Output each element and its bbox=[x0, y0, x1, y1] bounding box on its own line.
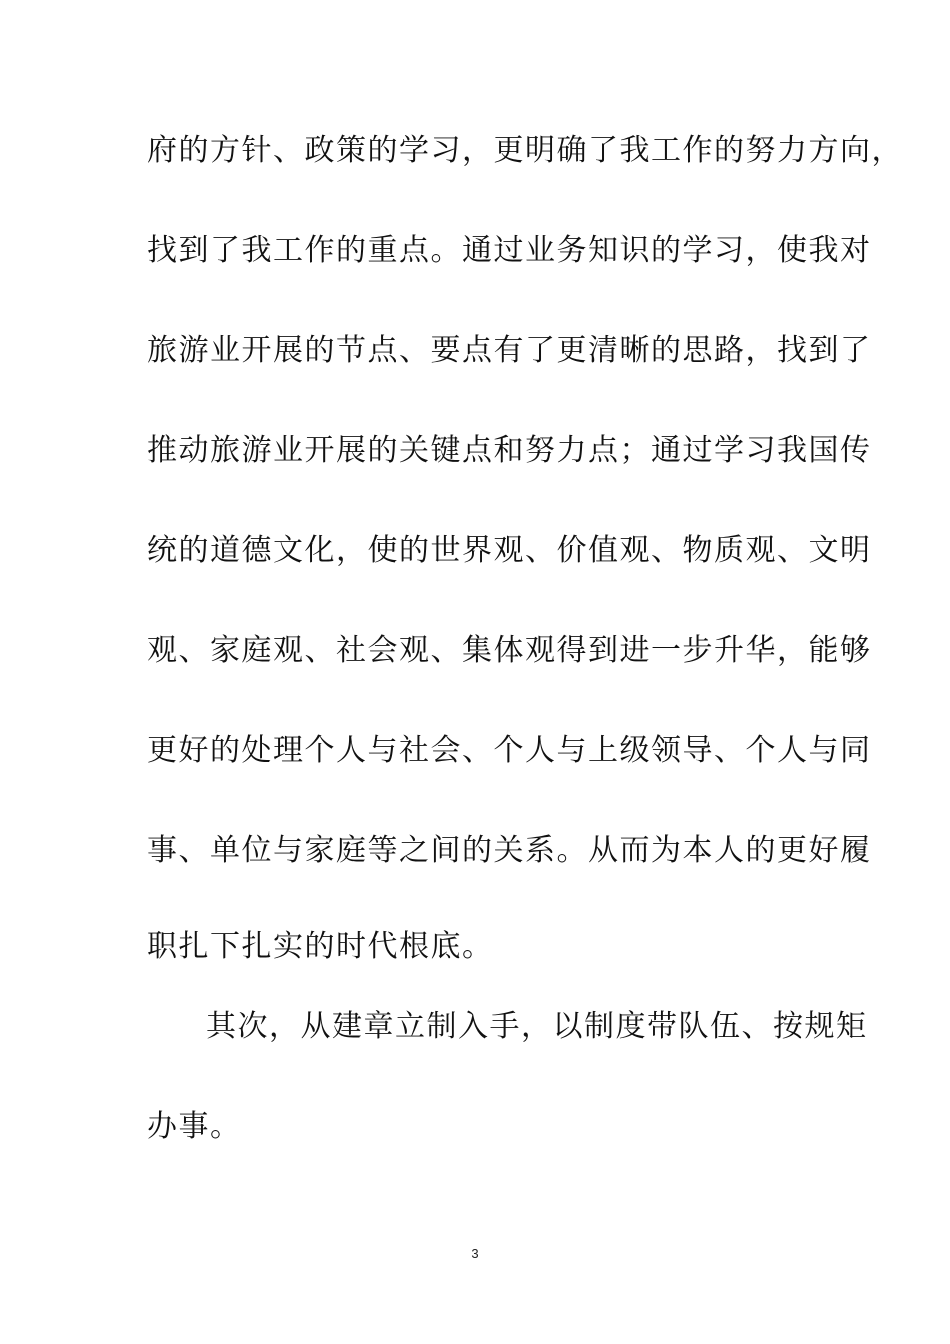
paragraph-first-line: 其次，从建章立制入手，以制度带队伍、按规矩 bbox=[206, 1009, 868, 1044]
body-text-line: 统的道德文化，使的世界观、价值观、物质观、文明 bbox=[147, 533, 872, 568]
body-text-line: 推动旅游业开展的关键点和努力点；通过学习我国传 bbox=[147, 433, 872, 468]
body-text-line: 找到了我工作的重点。通过业务知识的学习，使我对 bbox=[147, 233, 872, 268]
body-text-line: 职扎下扎实的时代根底。 bbox=[147, 929, 494, 964]
body-text-line: 府的方针、政策的学习，更明确了我工作的努力方向， bbox=[147, 133, 903, 168]
body-text-line: 旅游业开展的节点、要点有了更清晰的思路，找到了 bbox=[147, 333, 872, 368]
body-text-line: 观、家庭观、社会观、集体观得到进一步升华，能够 bbox=[147, 633, 872, 668]
page-number: 3 bbox=[471, 1246, 479, 1261]
body-text-line: 更好的处理个人与社会、个人与上级领导、个人与同 bbox=[147, 733, 872, 768]
body-text-line: 办事。 bbox=[147, 1109, 242, 1144]
body-text-line: 事、单位与家庭等之间的关系。从而为本人的更好履 bbox=[147, 833, 872, 868]
